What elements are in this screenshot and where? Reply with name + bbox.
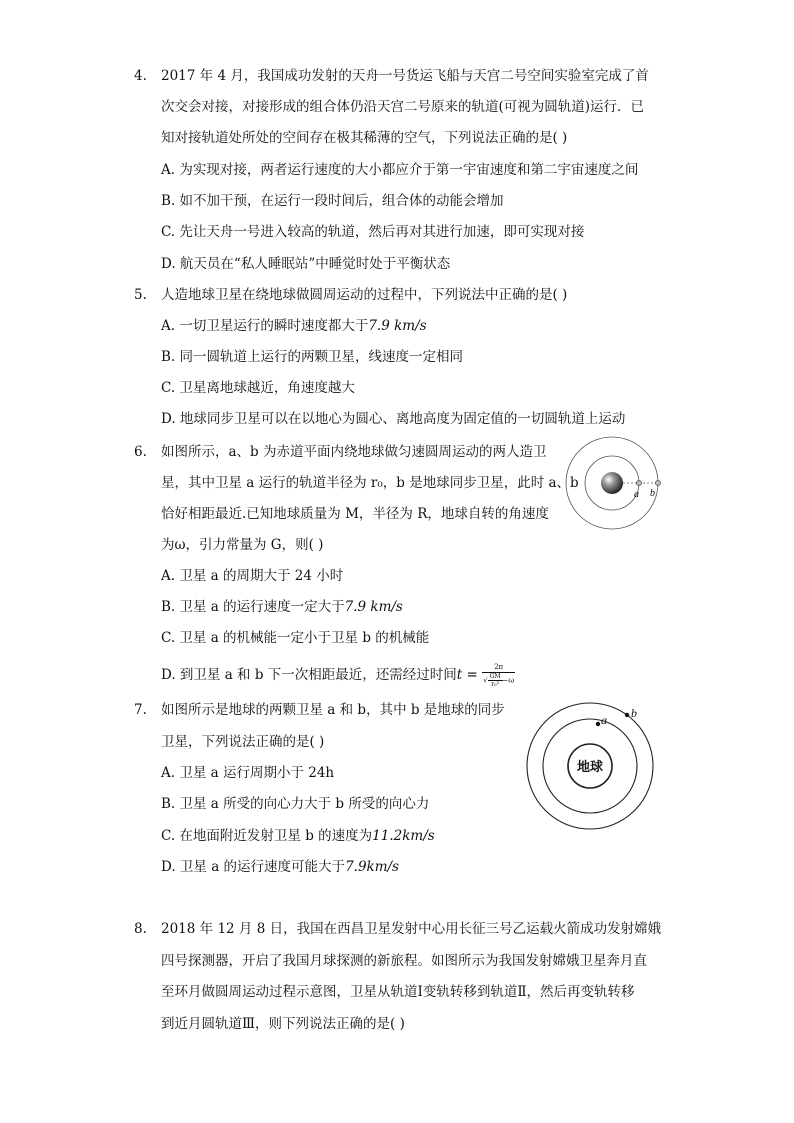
earth-label: 地球	[576, 760, 604, 775]
question-7-option-d	[161, 857, 399, 877]
question-7-orbit-figure	[518, 700, 664, 834]
question-6-option-b-text: B. 卫星 a 的运行速度一定大于	[161, 599, 345, 615]
question-7-option-b: B. 卫星 a 所受的向心力大于 b 所受的向心力	[161, 796, 430, 812]
satellite-a-label: a	[601, 713, 607, 727]
satellite-a-dot	[596, 722, 600, 726]
question-8-number: 8.	[134, 921, 147, 937]
question-7-number: 7.	[134, 702, 147, 718]
question-7-option-d-value: 7.9km/s	[345, 859, 399, 875]
earth-sphere	[601, 472, 623, 494]
question-6-option-b	[161, 597, 403, 617]
question-7-option-c-text: C. 在地面附近发射卫星 b 的速度为	[161, 828, 373, 844]
question-5-stem: 人造地球卫星在绕地球做圆周运动的过程中，下列说法中正确的是( )	[161, 287, 568, 303]
question-7-option-d-text: D. 卫星 a 的运行速度可能大于	[161, 859, 346, 875]
question-6-stem-line-2: 星，其中卫星 a 运行的轨道半径为 r₀，b 是地球同步卫星，此时 a、b	[161, 475, 579, 491]
fraction-inner-denominator: r₀³	[491, 681, 499, 688]
satellite-b-label: b	[631, 706, 637, 720]
satellite-a-label: a	[634, 489, 639, 500]
question-4-option-b: B. 如不加干预，在运行一段时间后，组合体的动能会增加	[161, 193, 504, 209]
question-4-number: 4.	[134, 68, 147, 84]
question-5-option-b: B. 同一圆轨道上运行的两颗卫星，线速度一定相同	[161, 349, 464, 365]
question-5-option-a-text: A. 一切卫星运行的瞬时速度都大于	[161, 318, 369, 334]
question-6-number: 6.	[134, 444, 147, 460]
question-6-option-b-value: 7.9 km/s	[344, 599, 403, 615]
question-6-option-d-fraction	[482, 663, 515, 688]
question-5-option-a	[161, 316, 427, 336]
question-5-option-a-value: 7.9 km/s	[368, 318, 427, 334]
question-4-stem-line-3: 知对接轨道处所处的空间存在极其稀薄的空气，下列说法正确的是( )	[161, 130, 568, 146]
satellite-a-dot	[636, 480, 641, 485]
fraction-minus-omega: −ω	[502, 676, 515, 685]
question-8-stem-line-3: 至环月做圆周运动过程示意图，卫星从轨道Ⅰ变轨转移到轨道Ⅱ，然后再变轨转移	[161, 984, 635, 1000]
question-6-orbit-figure	[560, 430, 670, 540]
question-7-option-a: A. 卫星 a 运行周期小于 24h	[161, 765, 335, 781]
question-6-option-d	[161, 660, 515, 690]
question-5-option-c: C. 卫星离地球越近，角速度越大	[161, 380, 355, 396]
question-4-stem-line-2: 次交会对接，对接形成的组合体仍沿天宫二号原来的轨道(可视为圆轨道)运行．已	[161, 99, 645, 115]
question-8-stem-line-1: 2018 年 12 月 8 日，我国在西昌卫星发射中心用长征三号乙运载火箭成功发射嫦娥	[161, 921, 662, 937]
question-7-stem-line-2: 卫星，下列说法正确的是( )	[161, 734, 325, 750]
satellite-b-dot	[625, 713, 629, 717]
fraction-denominator: √ $\frac{GM}{\text{r₀³}}$ −ω	[483, 673, 515, 688]
question-4-stem-line-1: 2017 年 4 月，我国成功发射的天舟一号货运飞船与天宫二号空间实验室完成了首	[161, 68, 649, 84]
question-6-stem-line-4: 为ω，引力常量为 G，则( )	[161, 537, 324, 553]
satellite-b-dot	[655, 480, 660, 485]
fraction-numerator: 2π	[482, 663, 515, 673]
question-6-stem-line-3: 恰好相距最近.已知地球质量为 M，半径为 R，地球自转的角速度	[161, 506, 549, 522]
question-4-option-a: A. 为实现对接，两者运行速度的大小都应介于第一宇宙速度和第二宇宙速度之间	[161, 162, 639, 178]
question-7-option-c	[161, 826, 435, 846]
question-6-option-a: A. 卫星 a 的周期大于 24 小时	[161, 568, 344, 584]
question-8-stem-line-4: 到近月圆轨道Ⅲ，则下列说法正确的是( )	[161, 1016, 405, 1032]
question-4-option-c: C. 先让天舟一号进入较高的轨道，然后再对其进行加速，即可实现对接	[161, 224, 585, 240]
question-6-option-d-text: D. 到卫星 a 和 b 下一次相距最近，还需经过时间	[161, 667, 457, 683]
question-6-stem-line-1: 如图所示，a、b 为赤道平面内绕地球做匀速圆周运动的两人造卫	[161, 444, 547, 460]
question-7-option-c-value: 11.2km/s	[372, 828, 435, 844]
question-5-option-d: D. 地球同步卫星可以在以地心为圆心、离地高度为固定值的一切圆轨道上运动	[161, 411, 626, 427]
question-4-option-d: D. 航天员在“私人睡眠站”中睡觉时处于平衡状态	[161, 256, 451, 272]
question-8-stem-line-2: 四号探测器，开启了我国月球探测的新旅程。如图所示为我国发射嫦娥卫星奔月直	[161, 953, 647, 969]
fraction-inner-numerator: GM	[489, 673, 501, 680]
question-5-number: 5.	[134, 287, 147, 303]
satellite-b-label: b	[650, 488, 655, 499]
question-7-stem-line-1: 如图所示是地球的两颗卫星 a 和 b，其中 b 是地球的同步	[161, 702, 505, 718]
question-6-option-c: C. 卫星 a 的机械能一定小于卫星 b 的机械能	[161, 630, 430, 646]
question-6-option-d-t: t =	[456, 667, 478, 683]
